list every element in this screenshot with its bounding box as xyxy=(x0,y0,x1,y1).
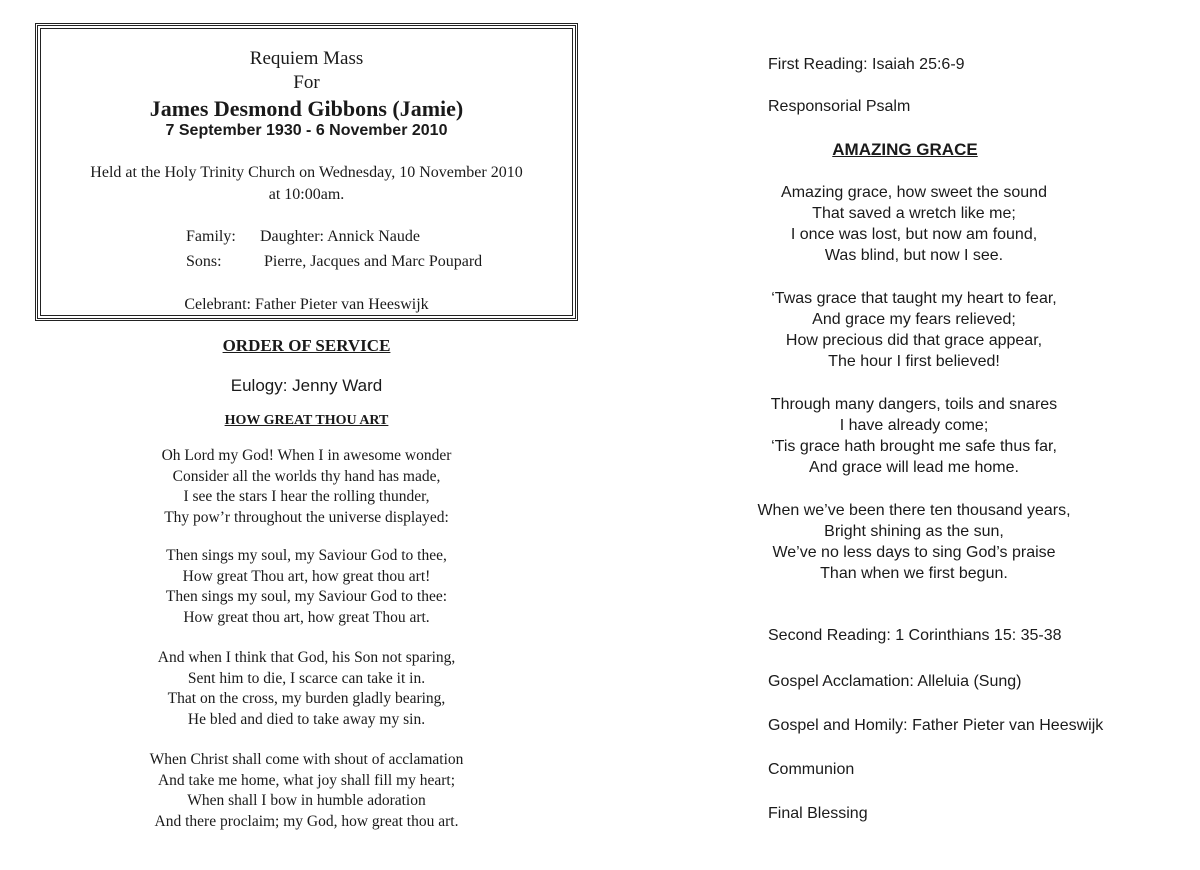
verse-line: Than when we first begun. xyxy=(820,565,1008,582)
verse-line: Sent him to die, I scarce can take it in. xyxy=(187,669,426,687)
verse-line: Oh Lord my God! When I in awesome wonder xyxy=(161,447,452,464)
hymn2-verse xyxy=(738,182,1090,266)
second-reading: Second Reading: 1 Corinthians 15: 35-38 xyxy=(768,627,1062,644)
hymn2-title: AMAZING GRACE xyxy=(832,140,978,159)
eulogy: Eulogy: Jenny Ward xyxy=(230,376,383,395)
verse-line: Through many dangers, toils and snares xyxy=(770,396,1058,413)
verse-line: That on the cross, my burden gladly bearing, xyxy=(167,690,446,707)
held-line2: at 10:00am. xyxy=(268,186,345,203)
verse-line: ‘Tis grace hath brought me safe thus far, xyxy=(771,438,1057,455)
verse-line: I once was lost, but now am found, xyxy=(790,226,1038,243)
verse-line: And when I think that God, his Son not sparing, xyxy=(157,649,456,666)
responsorial-psalm: Responsorial Psalm xyxy=(768,98,911,115)
family-value: Daughter: Annick Naude xyxy=(260,228,420,245)
hymn2-verse xyxy=(738,394,1090,478)
verse-line: Was blind, but now I see. xyxy=(824,247,1004,264)
verse-line: And there proclaim; my God, how great thou art. xyxy=(154,812,459,830)
gospel-acclamation: Gospel Acclamation: Alleluia (Sung) xyxy=(768,673,1022,690)
verse-line: Thy pow’r throughout the universe displayed: xyxy=(164,508,449,526)
final-blessing: Final Blessing xyxy=(768,805,868,822)
title-line1: Requiem Mass xyxy=(249,48,364,69)
hymn1-verse xyxy=(35,546,578,628)
sons-value: Pierre, Jacques and Marc Poupard xyxy=(264,253,483,270)
verse-line: I see the stars I hear the rolling thunder, xyxy=(183,488,430,505)
communion: Communion xyxy=(768,761,855,778)
hymn1-verse xyxy=(35,648,578,730)
hymn2-verse xyxy=(738,288,1090,372)
verse-line: That saved a wretch like me; xyxy=(812,205,1016,222)
held-line1: Held at the Holy Trinity Church on Wednesday, 10 November 2010 xyxy=(90,164,523,181)
hymn1-verse xyxy=(35,750,578,832)
verse-line: How great Thou art, how great thou art! xyxy=(182,567,431,585)
sons-label: Sons: xyxy=(186,253,222,270)
verse-line: When we’ve been there ten thousand years, xyxy=(757,502,1071,519)
verse-line: And grace my fears relieved; xyxy=(812,311,1016,328)
title-line2: For xyxy=(293,72,320,93)
verse-line: How great thou art, how great Thou art. xyxy=(183,608,430,626)
header-box xyxy=(35,23,578,321)
hymn1-title: HOW GREAT THOU ART xyxy=(224,413,389,428)
order-of-service-heading: ORDER OF SERVICE xyxy=(222,336,391,355)
family-label: Family: xyxy=(186,228,236,245)
verse-line: Bright shining as the sun, xyxy=(824,523,1004,540)
verse-line: How precious did that grace appear, xyxy=(785,332,1043,349)
verse-line: Consider all the worlds thy hand has made, xyxy=(172,467,441,485)
verse-line: When Christ shall come with shout of acclamation xyxy=(149,751,464,768)
hymn1-verse xyxy=(35,446,578,528)
verse-line: ‘Twas grace that taught my heart to fear, xyxy=(771,290,1057,307)
gospel-homily: Gospel and Homily: Father Pieter van Heeswijk xyxy=(768,717,1104,734)
verse-line: We’ve no less days to sing God’s praise xyxy=(772,544,1056,561)
verse-line: Then sings my soul, my Saviour God to thee, xyxy=(166,547,447,564)
verse-line: And take me home, what joy shall fill my heart; xyxy=(157,771,455,789)
first-reading: First Reading: Isaiah 25:6-9 xyxy=(768,56,965,73)
verse-line: Then sings my soul, my Saviour God to thee: xyxy=(165,588,448,605)
celebrant: Celebrant: Father Pieter van Heeswijk xyxy=(184,296,429,313)
life-dates: 7 September 1930 - 6 November 2010 xyxy=(165,122,448,139)
verse-line: He bled and died to take away my sin. xyxy=(187,710,426,728)
verse-line: Amazing grace, how sweet the sound xyxy=(781,184,1047,201)
verse-line: I have already come; xyxy=(839,417,989,434)
verse-line: And grace will lead me home. xyxy=(809,459,1019,476)
deceased-name: James Desmond Gibbons (Jamie) xyxy=(149,96,464,121)
verse-line: When shall I bow in humble adoration xyxy=(187,792,426,809)
hymn2-verse xyxy=(738,500,1090,584)
verse-line: The hour I first believed! xyxy=(828,353,1000,370)
